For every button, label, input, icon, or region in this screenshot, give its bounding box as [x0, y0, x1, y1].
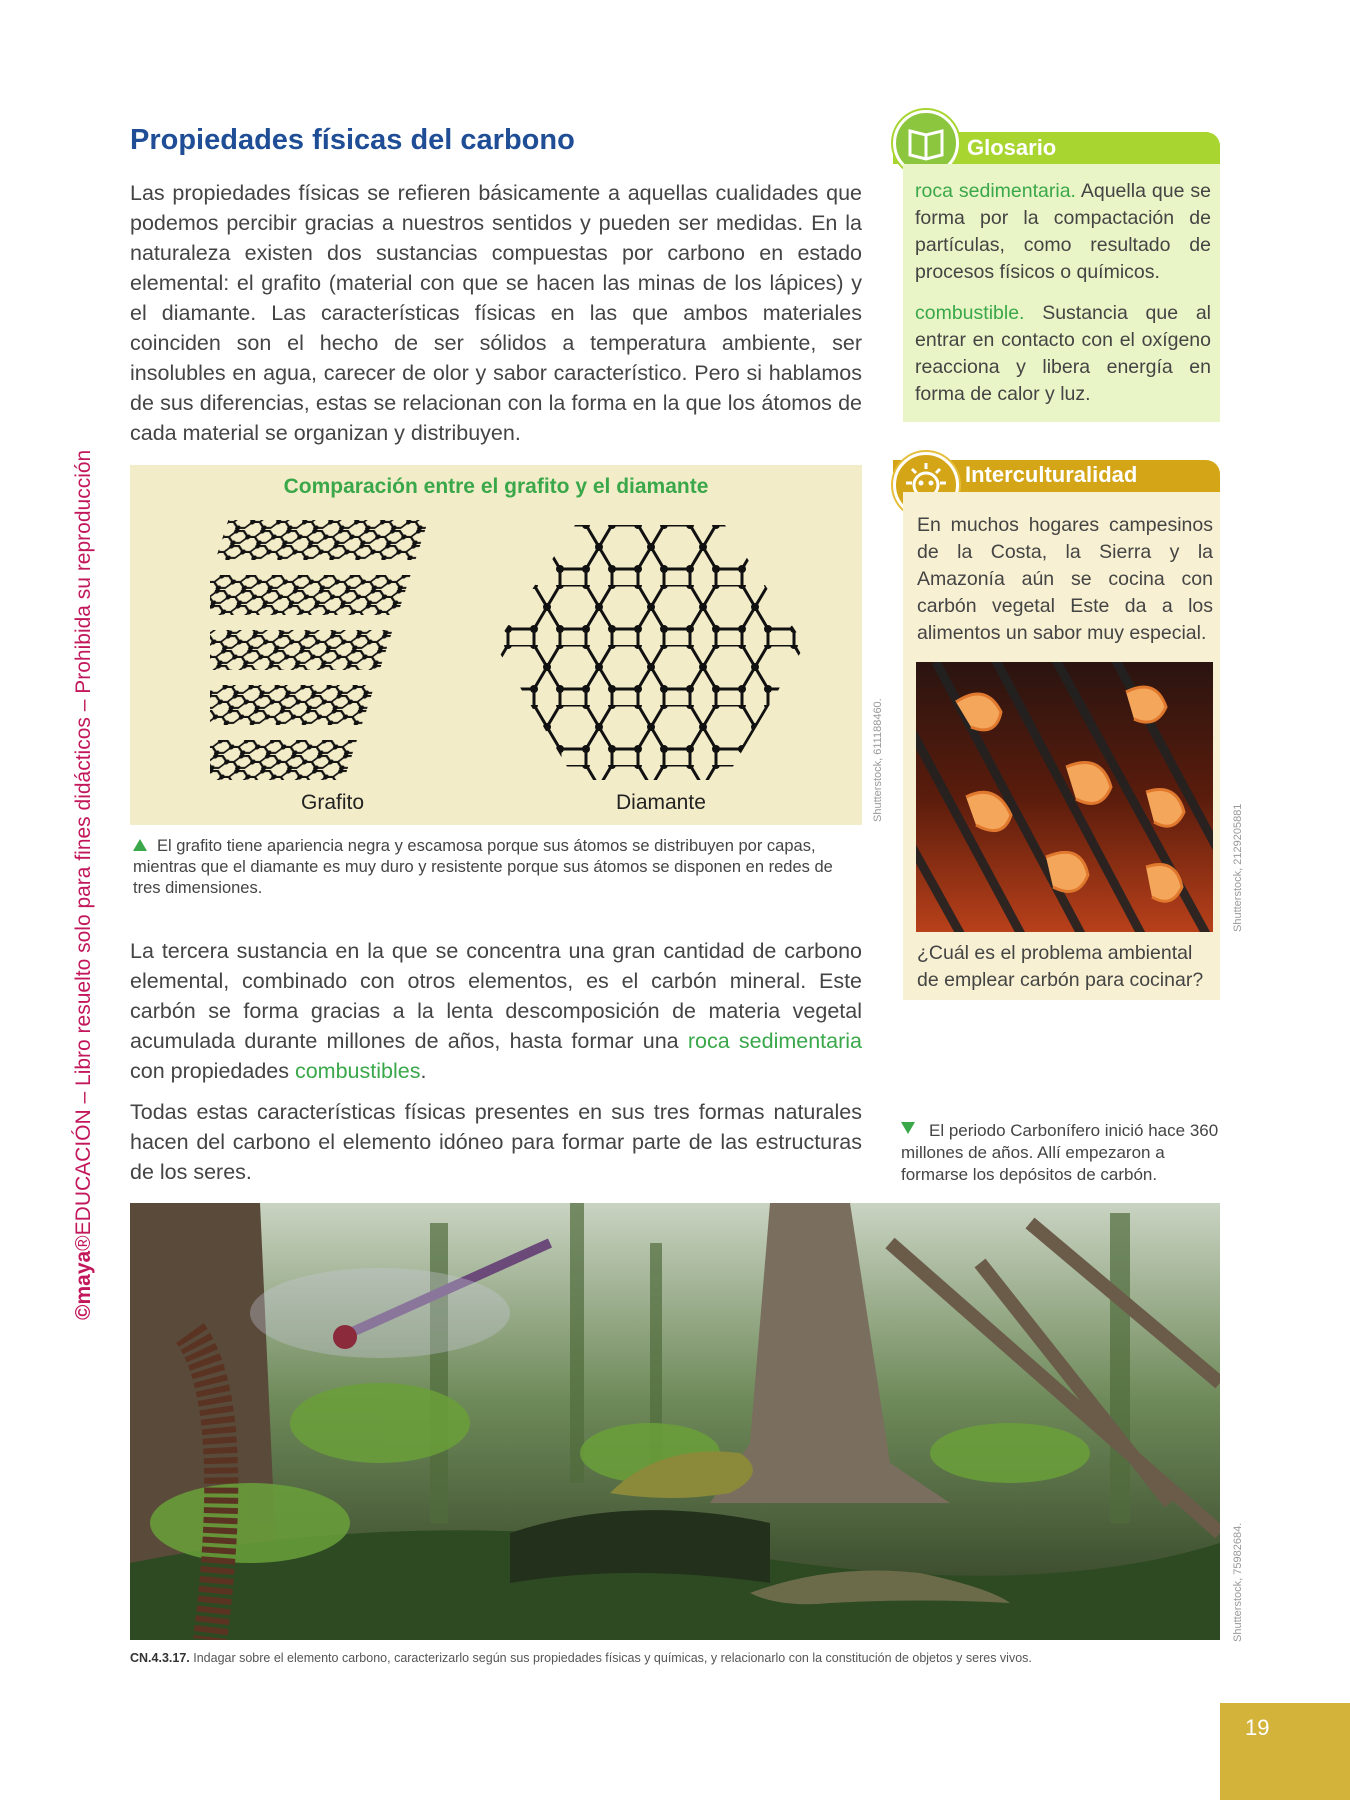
coal-paragraph: [130, 936, 862, 1086]
intro-paragraph: Las propiedades físicas se refieren básicamente a aquellas cualidades que podemos percibir gracias a nuestros sentidos y pueden ser medidas. En la naturaleza existen dos sustancias compuestas por carbono en estado elemental: el grafito (material con que se hacen las minas de los lápices) y el diamante. Las características físicas en las que ambos materiales coinciden son el hecho de ser sólidos a temperatura ambiente, ser insolubles en agua, carecer de olor y sabor característico. Pero si hablamos de sus diferencias, estas se relacionan con la forma en la que los átomos de cada material se organizan y distribuyen.: [130, 181, 862, 445]
structure-comparison-figure: [130, 465, 862, 825]
glossary-entry: [915, 300, 1211, 408]
copyright-text: ®EDUCACIÓN – Libro resuelto solo para fines didácticos – Prohibida su reproducción: [72, 449, 95, 1251]
figure-caption: [133, 836, 863, 899]
coal-paragraph-part2: con propiedades: [130, 1059, 295, 1083]
diamond-label: Diamante: [616, 791, 706, 814]
glossary-title: Glosario: [967, 135, 1057, 160]
page-number-box: [1220, 1703, 1350, 1800]
glossary-term: roca sedimentaria.: [915, 180, 1076, 202]
triangle-up-icon: [133, 839, 147, 851]
figure-caption-text: El grafito tiene apariencia negra y escamosa porque sus átomos se distribuyen por capas, mientras que el diamante es muy duro y resistente porque sus átomos se disponen en redes de tres dimensiones.: [133, 837, 833, 897]
carboniferous-caption: [901, 1120, 1221, 1186]
term-roca-sedimentaria: roca sedimentaria: [687, 1029, 862, 1053]
interculturalidad-text: En muchos hogares campesinos de la Costa, la Sierra y la Amazonía aún se cocina con carbón vegetal Este da a los alimentos un sabor muy especial.: [917, 514, 1213, 644]
glossary-definition: Sustancia que al entrar en contacto con el oxígeno reacciona y libera energía en forma de calor y luz.: [915, 302, 1211, 405]
triangle-down-icon: [901, 1122, 915, 1134]
page-number: 19: [1245, 1715, 1270, 1740]
term-combustibles: combustibles: [294, 1059, 421, 1083]
glossary-panel: [903, 164, 1220, 422]
interculturalidad-panel: [903, 492, 1220, 1000]
carboniferous-caption-text: El periodo Carbonífero inició hace 360 millones de años. Allí empezaron a formarse los depósitos de carbón.: [901, 1121, 1219, 1184]
copyright-sidebar: [69, 449, 99, 1320]
grilled-shrimp-photo: [916, 662, 1213, 932]
curriculum-code-id: CN.4.3.17.: [130, 1651, 190, 1665]
glossary-entry: [915, 178, 1211, 286]
curriculum-code: [130, 1651, 1130, 1665]
interculturalidad-title: Interculturalidad: [965, 462, 1138, 487]
carboniferous-forest-illustration: [130, 1203, 1220, 1640]
curriculum-code-text: Indagar sobre el elemento carbono, caracterizarlo según sus propiedades físicas y químicas, y relacionarlo con la constitución de objetos y seres vivos.: [189, 1651, 1032, 1665]
shrimp-photo-credit: Shutterstock, 2129205881: [1232, 803, 1244, 932]
graphite-label: Grafito: [301, 791, 365, 814]
coal-paragraph-part1: La tercera sustancia en la que se concentra una gran cantidad de carbono elemental, combinado con otros elementos, es el carbón mineral. Este carbón se forma gracias a la lenta descomposición de materia vegetal acumulada durante millones de años, hasta formar una: [130, 939, 862, 1053]
figure-title: Comparación entre el grafito y el diamante: [283, 475, 709, 498]
interculturalidad-question: ¿Cuál es el problema ambiental de emplear carbón para cocinar?: [917, 942, 1204, 991]
glossary-definition: Aquella que se forma por la compactación de partículas, como resultado de procesos físicos o químicos.: [915, 180, 1211, 283]
diamond-structure-illustration: [495, 525, 805, 780]
graphite-structure-illustration: [210, 515, 440, 785]
conclusion-paragraph: Todas estas características físicas presentes en sus tres formas naturales hacen del carbono el elemento idóneo para formar parte de las estructuras de los seres.: [130, 1100, 862, 1184]
brand-name: ©maya: [72, 1250, 95, 1320]
glossary-term: combustible.: [915, 302, 1025, 324]
forest-image-credit: Shutterstock, 75982684.: [1232, 1522, 1244, 1642]
coal-paragraph-part3: .: [420, 1059, 427, 1083]
page-title: Propiedades físicas del carbono: [130, 124, 575, 156]
figure-credit: Shutterstock, 611188460.: [872, 698, 884, 822]
